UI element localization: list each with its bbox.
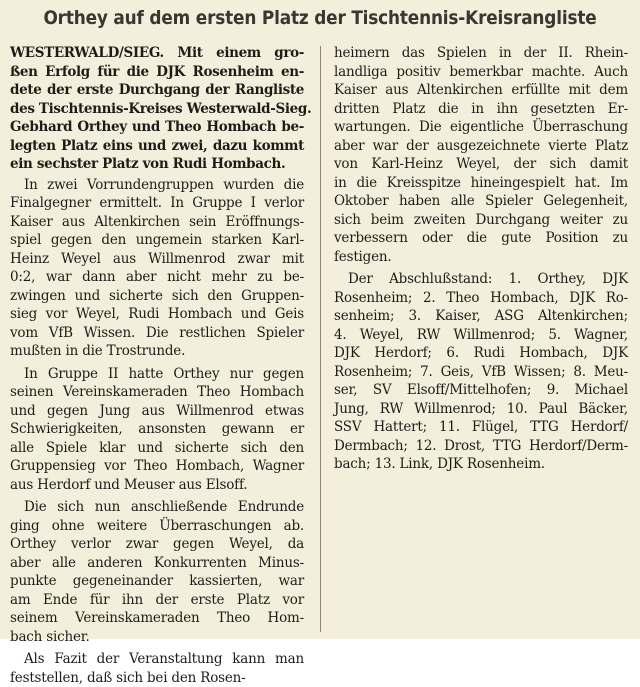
- column-divider: [320, 46, 321, 632]
- text-line: Gruppensieg vor Theo Hombach, Wagner: [10, 457, 304, 476]
- text-line: und gegen Jung aus Willmenrod etwas: [10, 402, 304, 421]
- text-line: aber war der ausgezeichnete vierte Platz: [334, 137, 628, 156]
- text-line: SSV Hattert; 11. Flügel, TTG Herdorf/: [334, 418, 628, 437]
- text-line: WESTERWALD/SIEG. Mit einem gro-: [10, 44, 304, 63]
- text-line: in die Kreisspitze hineingespielt hat. Im: [334, 174, 628, 193]
- text-line: des Tischtennis-Kreises Westerwald-Sieg.: [10, 100, 304, 119]
- body-paragraph: [10, 176, 304, 361]
- headline: Orthey auf dem ersten Platz der Tischtennis-Kreisrangliste: [35, 6, 605, 30]
- text-line: ein sechster Platz von Rudi Hombach.: [10, 155, 304, 174]
- text-line: seinem Vereinskameraden Theo Hom-: [10, 609, 304, 628]
- text-line: 0:2, war dann aber nicht mehr zu be-: [10, 268, 304, 287]
- text-line: seinen Vereinskameraden Theo Hombach: [10, 383, 304, 402]
- text-line: heimern das Spielen in der II. Rhein-: [334, 44, 628, 63]
- text-line: wartungen. Die eigentliche Überraschung: [334, 118, 628, 137]
- text-line: Als Fazit der Veranstaltung kann man: [10, 650, 304, 669]
- text-line: Gebhard Orthey und Theo Hombach be-: [10, 118, 304, 137]
- text-line: zwingen und sicherte sich den Gruppen-: [10, 287, 304, 306]
- text-line: 4. Weyel, RW Willmenrod; 5. Wagner,: [334, 326, 628, 345]
- text-line: verbessern oder die gute Position zu: [334, 229, 628, 248]
- text-line: Orthey verlor zwar gegen Weyel, da: [10, 535, 304, 554]
- text-line: festigen.: [334, 248, 628, 267]
- text-line: Dermbach; 12. Drost, TTG Herdorf/Derm-: [334, 437, 628, 456]
- text-line: Die sich nun anschließende Endrunde: [10, 498, 304, 517]
- article-column-left: [10, 44, 304, 687]
- text-line: Oktober haben alle Spieler Gelegenheit,: [334, 192, 628, 211]
- text-line: bach; 13. Link, DJK Rosenheim.: [334, 455, 628, 474]
- text-line: spiel gegen den ungemein starken Karl-: [10, 231, 304, 250]
- text-line: von Karl-Heinz Weyel, der sich damit: [334, 155, 628, 174]
- text-line: Der Abschlußstand: 1. Orthey, DJK: [334, 270, 628, 289]
- text-line: Finalgegner ermittelt. In Gruppe I verlor: [10, 194, 304, 213]
- text-line: DJK Herdorf; 6. Rudi Hombach, DJK: [334, 344, 628, 363]
- text-line: ser, SV Elsoff/Mittelhofen; 9. Michael: [334, 381, 628, 400]
- text-line: Rosenheim; 7. Geis, VfB Wissen; 8. Meu-: [334, 363, 628, 382]
- text-line: am Ende für ihn der erste Platz vor: [10, 591, 304, 610]
- text-line: Kaiser aus Altenkirchen erfüllte mit dem: [334, 81, 628, 100]
- text-line: dete der erste Durchgang der Rangliste: [10, 81, 304, 100]
- body-paragraph: [334, 270, 628, 474]
- lead-paragraph: [10, 44, 304, 174]
- text-line: feststellen, daß sich bei den Rosen-: [10, 669, 304, 687]
- text-line: aus Herdorf und Meuser aus Elsoff.: [10, 476, 304, 495]
- text-line: vom VfB Wissen. Die restlichen Spieler: [10, 324, 304, 343]
- text-line: mußten in die Trostrunde.: [10, 342, 304, 361]
- text-line: senheim; 3. Kaiser, ASG Altenkirchen;: [334, 307, 628, 326]
- text-line: dritten Platz die in ihn gesetzten Er-: [334, 100, 628, 119]
- body-paragraph: [334, 44, 628, 266]
- text-line: alle Spiele klar und sicherte sich den: [10, 439, 304, 458]
- text-line: ßen Erfolg für die DJK Rosenheim en-: [10, 63, 304, 82]
- text-line: landliga positiv bemerkbar machte. Auch: [334, 63, 628, 82]
- text-line: aber alle anderen Konkurrenten Minus-: [10, 554, 304, 573]
- body-paragraph: [10, 650, 304, 687]
- body-paragraph: [10, 365, 304, 495]
- text-line: In Gruppe II hatte Orthey nur gegen: [10, 365, 304, 384]
- text-line: In zwei Vorrundengruppen wurden die: [10, 176, 304, 195]
- text-line: ging ohne weitere Überraschungen ab.: [10, 517, 304, 536]
- text-line: Rosenheim; 2. Theo Hombach, DJK Ro-: [334, 289, 628, 308]
- text-line: sieg vor Weyel, Rudi Hombach und Geis: [10, 305, 304, 324]
- text-line: sich beim zweiten Durchgang weiter zu: [334, 211, 628, 230]
- article-column-right: [334, 44, 628, 474]
- text-line: Heinz Weyel aus Willmenrod zwar mit: [10, 250, 304, 269]
- text-line: punkte gegeneinander kassierten, war: [10, 572, 304, 591]
- text-line: bach sicher.: [10, 628, 304, 647]
- text-line: legten Platz eins und zwei, dazu kommt: [10, 137, 304, 156]
- text-line: Schwierigkeiten, ansonsten gewann er: [10, 420, 304, 439]
- text-line: Jung, RW Willmenrod; 10. Paul Bäcker,: [334, 400, 628, 419]
- text-line: Kaiser aus Altenkirchen sein Eröffnungs-: [10, 213, 304, 232]
- body-paragraph: [10, 498, 304, 646]
